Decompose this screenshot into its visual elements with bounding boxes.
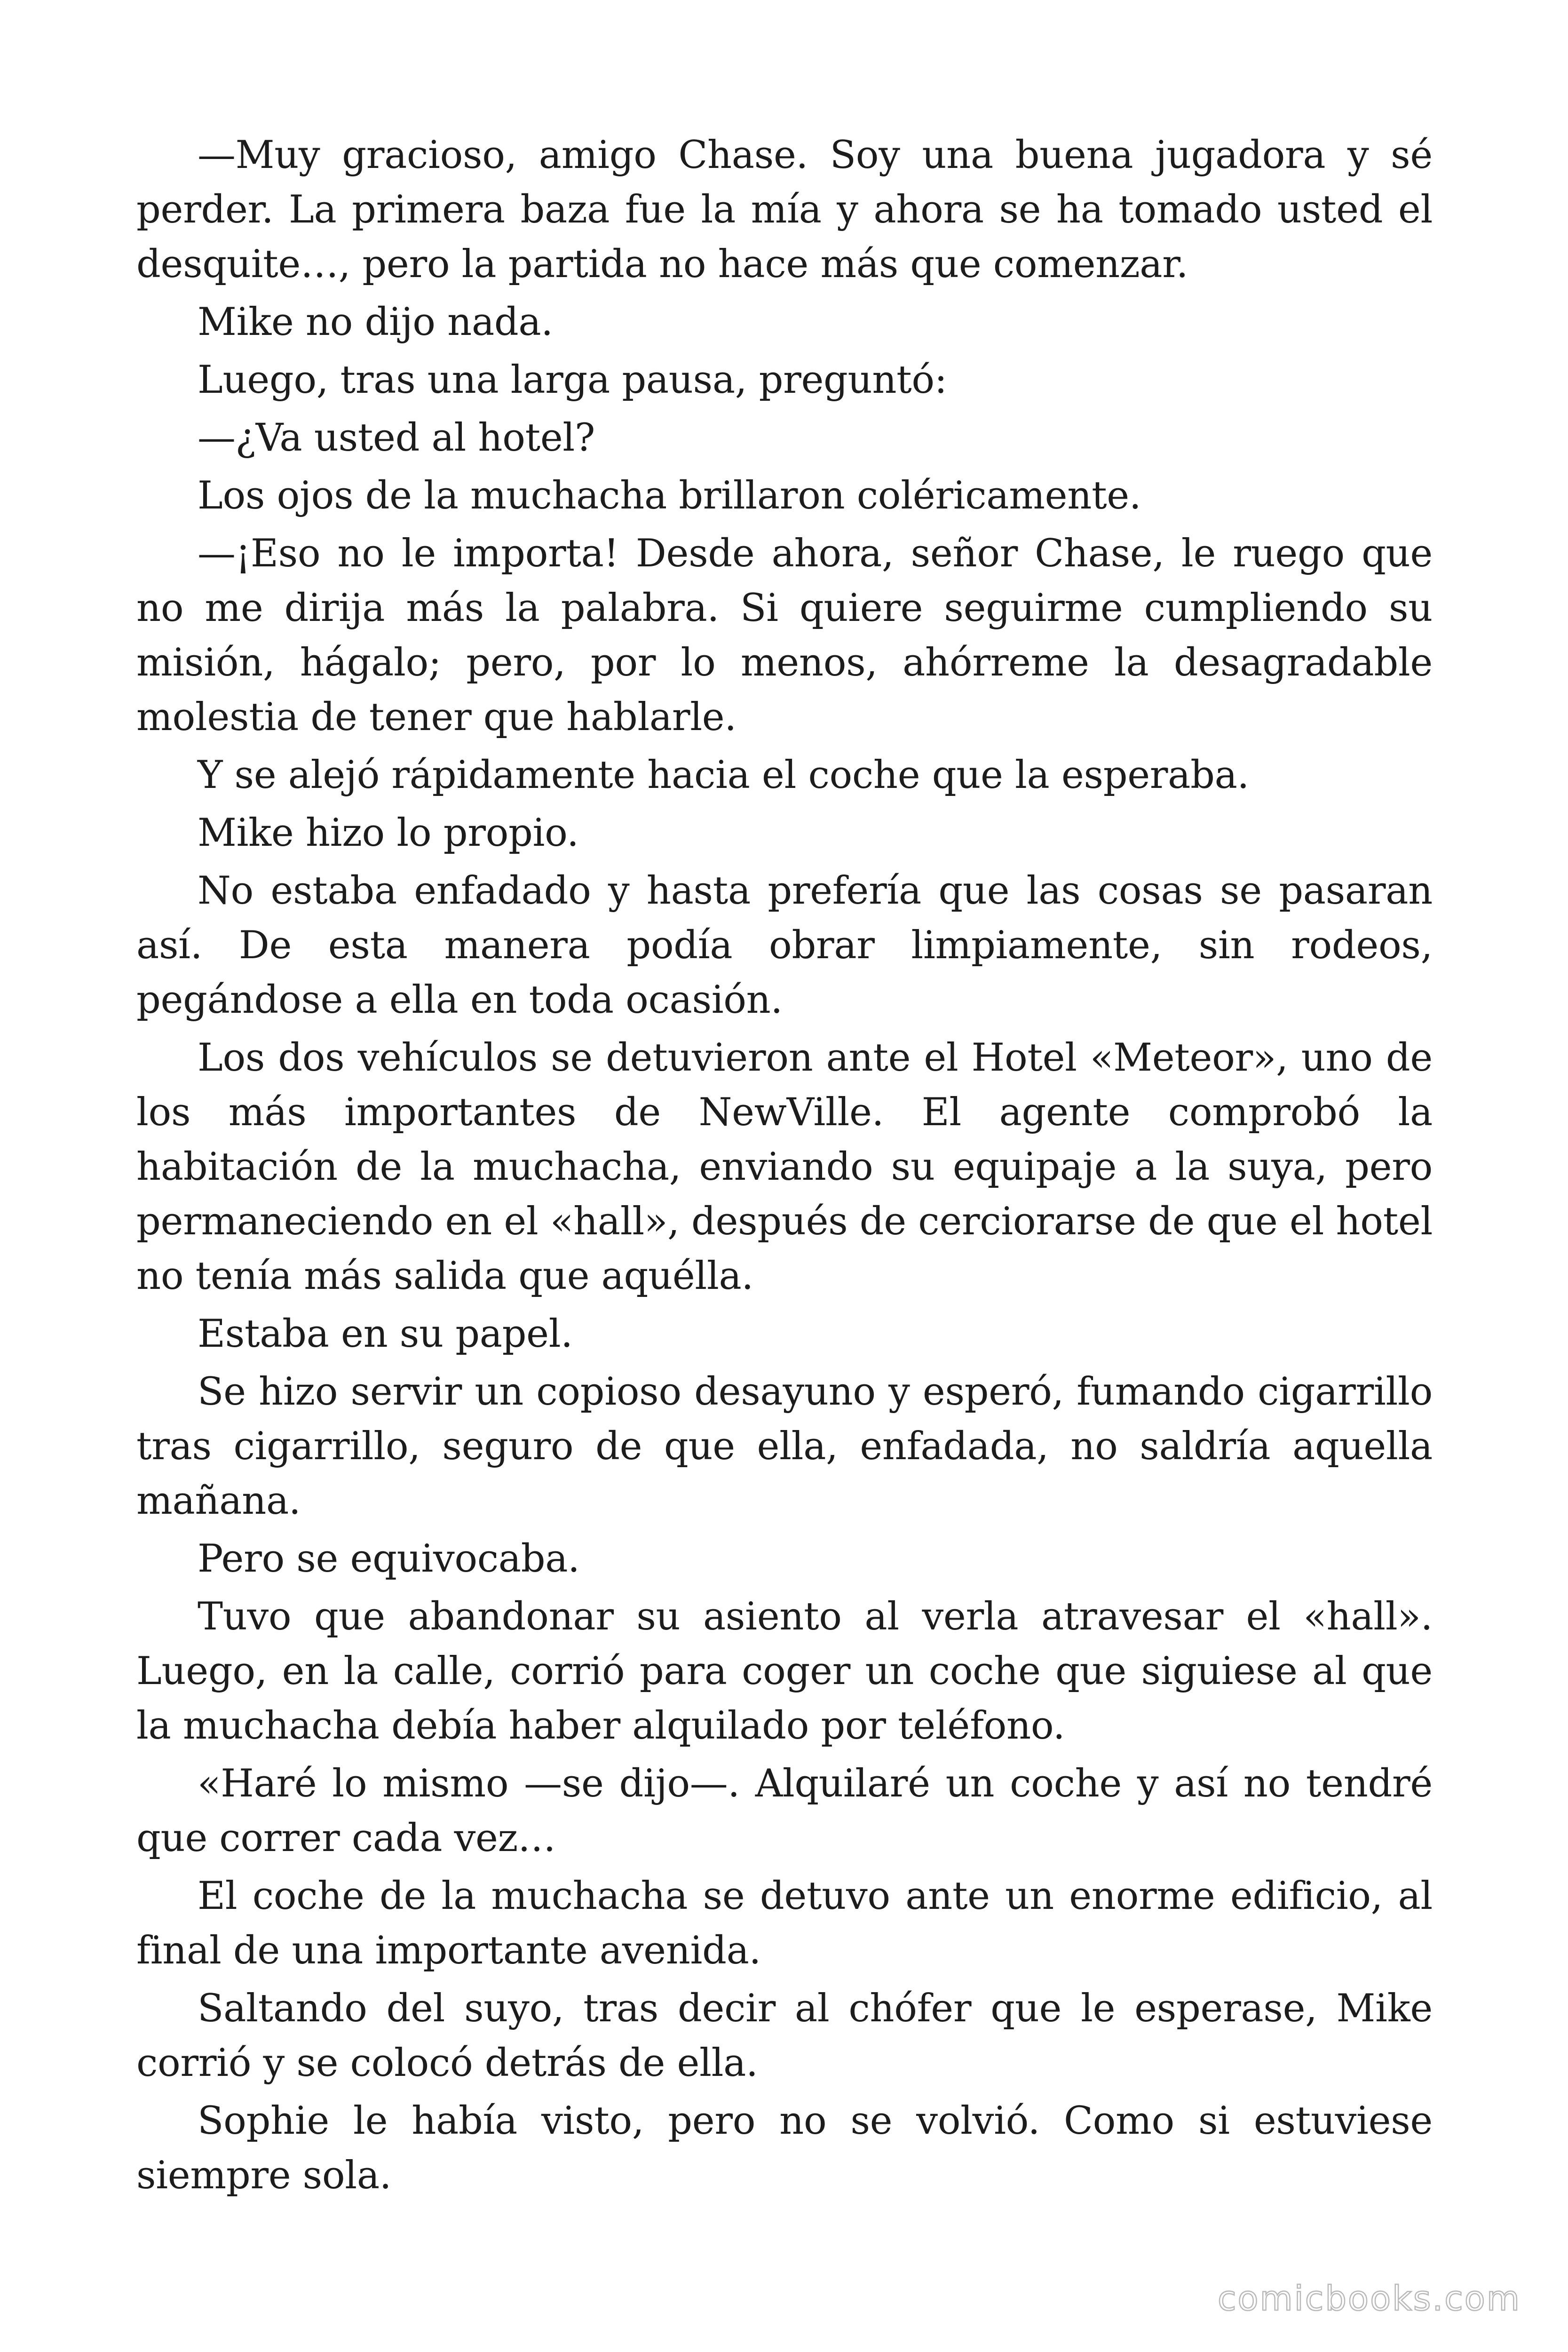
paragraph: El coche de la muchacha se detuvo ante un enorme edificio, al final de una importante avenida. — [136, 1874, 1433, 1973]
paragraph: Pero se equivocaba. — [198, 1537, 580, 1581]
paragraph: Mike hizo lo propio. — [198, 811, 579, 855]
paragraph: Los ojos de la muchacha brillaron coléricamente. — [198, 474, 1141, 518]
watermark: comicbooks.com — [1217, 2279, 1521, 2318]
paragraph: Se hizo servir un copioso desayuno y esperó, fumando cigarrillo tras cigarrillo, seguro de que ella, enfadada, no saldría aquella mañana. — [136, 1370, 1433, 1523]
paragraph: Y se alejó rápidamente hacia el coche que la esperaba. — [198, 753, 1249, 797]
paragraph: Mike no dijo nada. — [198, 300, 553, 344]
paragraph: «Haré lo mismo —se dijo—. Alquilaré un coche y así no tendré que correr cada vez… — [136, 1762, 1433, 1860]
paragraph: Luego, tras una larga pausa, preguntó: — [198, 358, 947, 402]
paragraph: No estaba enfadado y hasta prefería que las cosas se pasaran así. De esta manera podía obrar limpiamente, sin rodeos, pegándose a ella en toda ocasión. — [136, 869, 1433, 1022]
paragraph: —¿Va usted al hotel? — [198, 416, 595, 460]
paragraph: Los dos vehículos se detuvieron ante el Hotel «Meteor», uno de los más importantes de NewVille. El agente comprobó la habitación de la muchacha, enviando su equipaje a la suya, pero permaneciendo en el «hall», después de cerciorarse de que el hotel no tenía más salida que aquélla. — [136, 1036, 1433, 1298]
body-text — [136, 128, 1433, 2206]
paragraph: —¡Eso no le importa! Desde ahora, señor Chase, le ruego que no me dirija más la palabra. Si quiere seguirme cumpliendo su misión, hágalo; pero, por lo menos, ahórreme la desagradable molestia de tener que hablarle. — [136, 532, 1433, 739]
paragraph: Tuvo que abandonar su asiento al verla atravesar el «hall». Luego, en la calle, corrió para coger un coche que siguiese al que la muchacha debía haber alquilado por teléfono. — [136, 1595, 1433, 1748]
paragraph: Saltando del suyo, tras decir al chófer que le esperase, Mike corrió y se colocó detrás de ella. — [136, 1986, 1433, 2085]
paragraph: Estaba en su papel. — [198, 1312, 573, 1356]
paragraph: Sophie le había visto, pero no se volvió. Como si estuviese siempre sola. — [136, 2099, 1433, 2198]
paragraph: —Muy gracioso, amigo Chase. Soy una buena jugadora y sé perder. La primera baza fue la mía y ahora se ha tomado usted el desquite…, pero la partida no hace más que comenzar. — [136, 133, 1433, 286]
